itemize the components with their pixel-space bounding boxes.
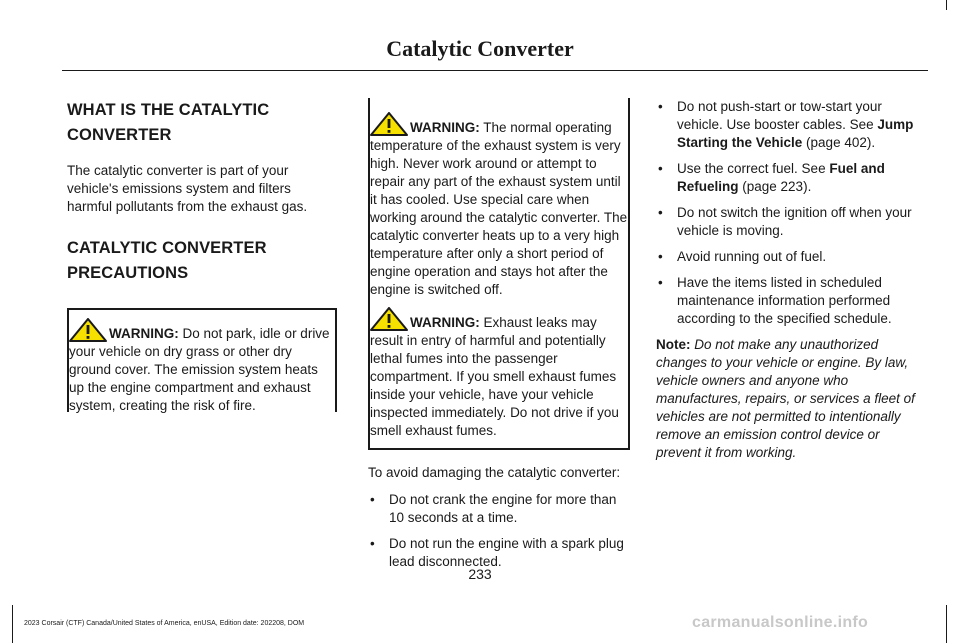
- warning-block-temperature: [370, 112, 628, 299]
- list-item: [656, 98, 928, 152]
- list-item-text: Do not push-start or tow-start your vehicle. Use booster cables. See: [677, 99, 882, 132]
- column-3: [656, 98, 928, 462]
- list-item: • Do not run the engine with a spark plug lead disconnected.: [368, 535, 630, 571]
- warning-text: Exhaust leaks may result in entry of harmful and potentially lethal fumes into the passenger compartment. If you smell exhaust fumes inside your vehicle, have your vehicle inspected immediately. Do not drive if you smell exhaust fumes.: [370, 315, 619, 438]
- list-item: [656, 160, 928, 196]
- warning-label: WARNING:: [109, 326, 179, 341]
- section-heading-precautions: [67, 236, 337, 286]
- list-item-text: Use the correct fuel. See: [677, 161, 830, 176]
- warning-block: [69, 318, 335, 415]
- heading-line: PRECAUTIONS: [67, 264, 189, 282]
- heading-line: CATALYTIC CONVERTER: [67, 239, 267, 257]
- lead-paragraph: To avoid damaging the catalytic converter:: [368, 465, 621, 480]
- intro-paragraph: The catalytic converter is part of your vehicle's emissions system and filters harmful pollutants from the exhaust gas.: [67, 163, 308, 214]
- warning-text: The normal operating temperature of the exhaust system is very high. Never work around or attempt to repair any part of the exhaust system until it has cooled. Use special care when working around the catalytic converter. The catalytic converter heats up to a very high temperature after only a short period of engine operation and stays hot after the engine is switched off.: [370, 120, 628, 297]
- bullet-list: [368, 491, 630, 571]
- bullet-list: [656, 98, 928, 328]
- page-reference: (page 223).: [738, 179, 812, 194]
- crop-mark: [12, 605, 13, 643]
- warning-triangle-icon: [69, 318, 107, 342]
- edition-footer: 2023 Corsair (CTF) Canada/United States of America, enUSA, Edition date: 202208, DOM: [24, 620, 305, 627]
- heading-line: WHAT IS THE CATALYTIC: [67, 101, 270, 119]
- column-1: [67, 98, 337, 412]
- heading-line: CONVERTER: [67, 126, 172, 144]
- note-label: Note:: [656, 337, 691, 352]
- warning-block-leaks: [370, 307, 628, 440]
- list-item: • Do not switch the ignition off when your vehicle is moving.: [656, 204, 928, 240]
- page-number: 233: [468, 566, 492, 582]
- cross-reference-link[interactable]: Fuel and Refueling: [677, 161, 885, 194]
- page-title: Catalytic Converter: [386, 36, 574, 61]
- list-item: • Avoid running out of fuel.: [656, 248, 928, 266]
- note-paragraph: [656, 336, 928, 462]
- header-rule: [62, 70, 928, 71]
- cross-reference-link[interactable]: Jump Starting the Vehicle: [677, 117, 914, 150]
- crop-mark: [946, 605, 947, 643]
- section-heading-what-is: [67, 98, 337, 148]
- warning-box-fire: [67, 308, 337, 412]
- note-text: Do not make any unauthorized changes to your vehicle or engine. By law, vehicle owners and anyone who manufactures, repairs, or services a fleet of vehicles are not permitted to intentionally remove an emission control device or prevent it from working.: [656, 337, 915, 460]
- warning-triangle-icon: [370, 307, 408, 331]
- warning-box-exhaust: [368, 98, 630, 450]
- warning-label: WARNING:: [410, 120, 480, 135]
- list-item: • Do not crank the engine for more than 10 seconds at a time.: [368, 491, 630, 527]
- column-2: [368, 98, 630, 579]
- warning-label: WARNING:: [410, 315, 480, 330]
- warning-text: Do not park, idle or drive your vehicle on dry grass or other dry ground cover. The emission system heats up the engine compartment and exhaust system, creating the risk of fire.: [69, 326, 330, 413]
- warning-triangle-icon: [370, 112, 408, 136]
- list-item: • Have the items listed in scheduled maintenance information performed according to the specified schedule.: [656, 274, 928, 328]
- page-reference: (page 402).: [802, 135, 876, 150]
- crop-mark: [946, 0, 947, 10]
- watermark: carmanualsonline.info: [692, 614, 869, 631]
